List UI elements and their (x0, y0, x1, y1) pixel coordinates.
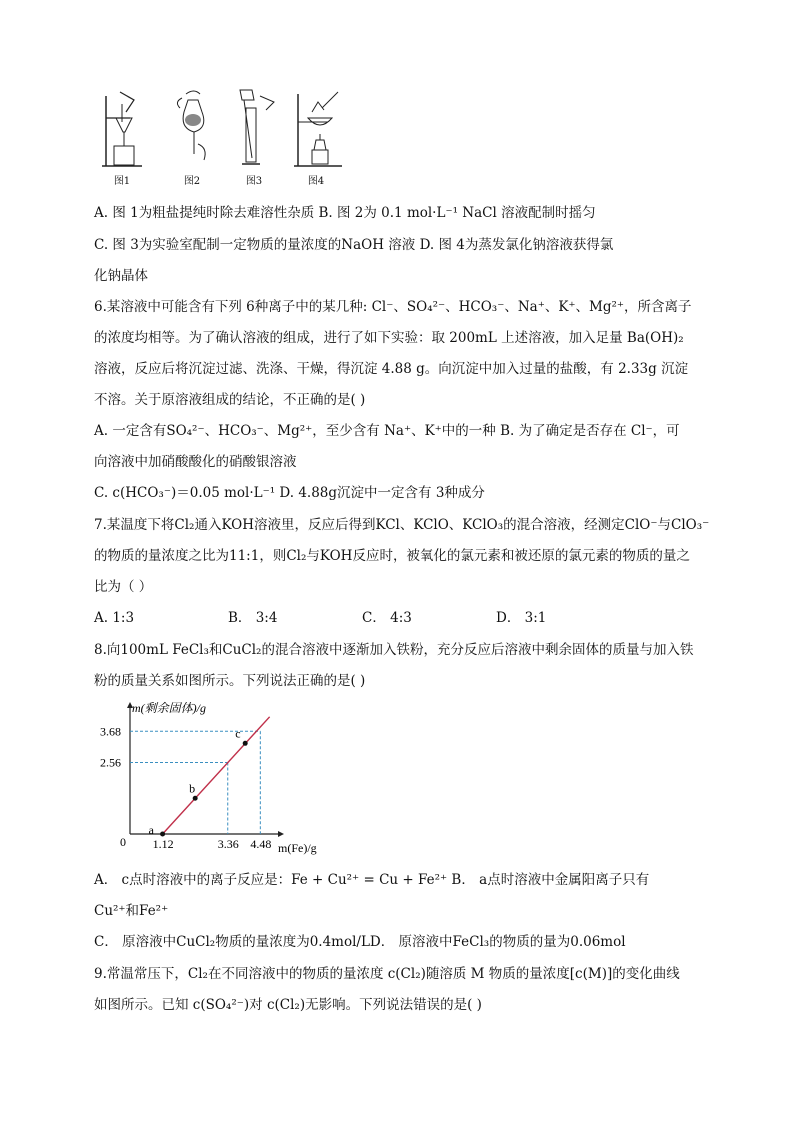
x-axis-arrow (278, 831, 284, 837)
q7-option-a: A. 1:3 (94, 610, 135, 626)
origin-label: 0 (120, 835, 126, 849)
figure-caption-4: 图4 (307, 176, 325, 187)
x-tick-label: 1.12 (152, 837, 174, 851)
q8-option-cd: C． 原溶液中CuCl₂物质的量浓度为0.4mol/LD． 原溶液中FeCl₃的物质的量为0.06mol (94, 934, 626, 950)
q8-chart-svg (100, 700, 350, 860)
q6-stem-3: 溶液，反应后将沉淀过滤、洗涤、干燥，得沉淀 4.88 g。向沉淀中加入过量的盐酸，有 2.33g 沉淀 (94, 361, 689, 377)
q6-stem-1: 6.某溶液中可能含有下列 6种离子中的某几种: Cl⁻、SO₄²⁻、HCO₃⁻、Na⁺、K⁺、Mg²⁺，所含离子 (94, 299, 692, 315)
q8-option-ab: A． c点时溶液中的离子反应是：Fe + Cu²⁺ = Cu + Fe²⁺ B． a点时溶液中金属阳离子只有 (94, 872, 650, 888)
q6-stem-2: 的浓度均相等。为了确认溶液的组成，进行了如下实验：取 200mL 上述溶液，加入足量 Ba(OH)₂ (94, 330, 684, 346)
q6-option-cd: C. c(HCO₃⁻)＝0.05 mol·L⁻¹ D. 4.88g沉淀中一定含有 3种成分 (94, 485, 485, 501)
data-point-a (160, 832, 165, 837)
q8-stem-2: 粉的质量关系如图所示。下列说法正确的是( ) (94, 673, 366, 689)
x-axis-label: m(Fe)/g (278, 841, 317, 855)
q7-option-c: C． 4:3 (362, 610, 412, 626)
q7-stem-2: 的物质的量浓度之比为11:1，则Cl₂与KOH反应时，被氧化的氯元素和被还原的氯元素的物质的量之 (94, 548, 690, 564)
q6-stem-4: 不溶。关于原溶液组成的结论，不正确的是( ) (94, 392, 366, 408)
q7-option-d: D． 3:1 (496, 610, 547, 626)
evaporating-dish-icon (292, 88, 344, 168)
q7-stem-3: 比为（ ） (94, 579, 153, 595)
apparatus-figures (96, 88, 356, 188)
q7-option-b: B． 3:4 (228, 610, 278, 626)
q8-stem-1: 8.向100mL FeCl₃和CuCl₂的混合溶液中逐渐加入铁粉，充分反应后溶液中剩余固体的质量与加入铁 (94, 642, 694, 658)
point-label-b: b (189, 781, 196, 796)
q5-option-ab: A. 图 1为粗盐提纯时除去难溶性杂质 B. 图 2为 0.1 mol·L⁻¹ NaCl 溶液配制时摇匀 (94, 205, 596, 221)
point-label-a: a (148, 823, 154, 837)
separatory-funnel-icon (168, 88, 220, 168)
data-point-c (243, 741, 248, 746)
series-line (163, 717, 270, 834)
y-tick-label: 3.68 (100, 724, 121, 739)
figure-caption-3: 图3 (245, 176, 263, 187)
filtration-apparatus-icon (96, 88, 148, 168)
x-tick-label: 4.48 (250, 837, 272, 851)
point-label-c: c (235, 726, 241, 741)
q8-chart (100, 700, 350, 860)
q8-option-b-cont: Cu²⁺和Fe²⁺ (94, 903, 169, 919)
x-tick-label: 3.36 (217, 837, 239, 851)
q6-option-b-cont: 向溶液中加硝酸酸化的硝酸银溶液 (94, 454, 297, 470)
q6-option-ab: A. 一定含有SO₄²⁻、HCO₃⁻、Mg²⁺，至少含有 Na⁺、K⁺中的一种 B. 为了确定是否存在 Cl⁻，可 (94, 423, 680, 439)
figure-caption-2: 图2 (183, 176, 201, 187)
q9-stem-1: 9.常温常压下，Cl₂在不同溶液中的物质的量浓度 c(Cl₂)随溶质 M 物质的量浓度[c(M)]的变化曲线 (94, 966, 680, 982)
y-axis-label: m(剩余固体)/g (132, 701, 206, 715)
y-tick-label: 2.56 (100, 755, 121, 770)
q5-option-cd: C. 图 3为实验室配制一定物质的量浓度的NaOH 溶液 D. 图 4为蒸发氯化钠溶液获得氯 (94, 237, 614, 253)
q7-stem-1: 7.某温度下将Cl₂通入KOH溶液里，反应后得到KCl、KClO、KClO₃的混合溶液，经测定ClO⁻与ClO₃⁻ (94, 517, 710, 533)
figure-caption-1: 图1 (113, 176, 131, 187)
q5-option-d-cont: 化钠晶体 (94, 268, 148, 284)
graduated-cylinder-pouring-icon (230, 88, 282, 168)
q9-stem-2: 如图所示。已知 c(SO₄²⁻)对 c(Cl₂)无影响。下列说法错误的是( ) (94, 997, 482, 1013)
data-point-b (193, 796, 198, 801)
